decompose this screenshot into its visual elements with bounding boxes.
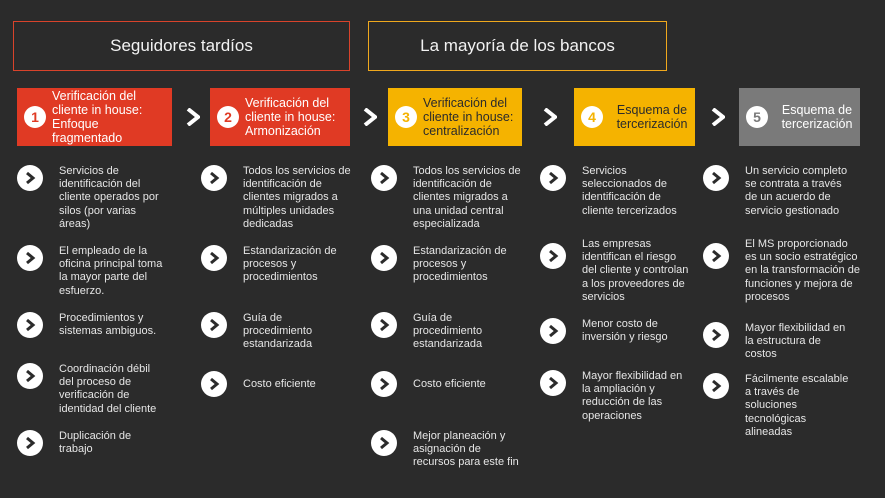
list-item [540, 318, 668, 344]
stage-label: Verificación del cliente in house: Enfoque fragmentado [52, 89, 143, 145]
list-item-text: Guía de procedimiento estandarizada [243, 312, 313, 351]
chevron-circle-icon [540, 165, 566, 191]
list-item [540, 238, 688, 304]
stage-2 [210, 88, 350, 146]
chevron-right-icon [185, 107, 201, 127]
chevron-circle-icon [371, 312, 397, 338]
stage-5 [739, 88, 860, 146]
list-item-text: Servicios seleccionados de identificación de cliente tercerizados [582, 165, 677, 217]
list-item [201, 165, 351, 231]
list-item-text: Un servicio completo se contrata a través de un acuerdo de servicio gestionado [745, 165, 848, 217]
group-header-most-banks [368, 21, 667, 71]
list-item-text: El MS proporcionado es un socio estratégico en la transformación de funciones y mejora de procesos [745, 238, 860, 303]
list-item-text: El empleado de la oficina principal toma la mayor parte del esfuerzo. [59, 245, 163, 297]
list-item [703, 238, 860, 304]
chevron-circle-icon [703, 322, 729, 348]
list-item [540, 370, 682, 423]
chevron-circle-icon [703, 243, 729, 269]
list-item [17, 430, 131, 456]
list-item [17, 245, 162, 298]
stage-1 [17, 88, 172, 146]
list-item-text: Guía de procedimiento estandarizada [413, 312, 483, 351]
stage-number: 3 [395, 106, 417, 128]
list-item [371, 165, 521, 231]
list-item [371, 312, 482, 352]
stage-number: 2 [217, 106, 239, 128]
list-item [17, 165, 159, 231]
chevron-circle-icon [371, 245, 397, 271]
list-item-text: Fácilmente escalable a través de soluciones tecnológicas alineadas [745, 373, 849, 438]
list-item-text: Mayor flexibilidad en la estructura de costos [745, 322, 846, 361]
list-item [371, 371, 486, 397]
stage-label: Esquema de tercerización [781, 103, 853, 131]
list-item [703, 373, 848, 439]
list-item [201, 371, 316, 397]
list-item-text: Todos los servicios de identificación de clientes migrados a una unidad central especializada [413, 165, 521, 230]
stage-label: Esquema de tercerización [616, 103, 688, 131]
stage-4 [574, 88, 695, 146]
list-item-text: Coordinación débil del proceso de verificación de identidad del cliente [59, 363, 157, 415]
chevron-circle-icon [371, 430, 397, 456]
group-header-late-followers [13, 21, 350, 71]
chevron-circle-icon [201, 371, 227, 397]
chevron-circle-icon [201, 165, 227, 191]
list-item-text: Costo eficiente [243, 378, 316, 390]
chevron-circle-icon [540, 318, 566, 344]
list-item-text: Mejor planeación y asignación de recursos para este fin [413, 430, 519, 469]
group-label: La mayoría de los bancos [420, 36, 615, 55]
list-item-text: Todos los servicios de identificación de clientes migrados a múltiples unidades dedicadas [243, 165, 351, 230]
list-item [540, 165, 677, 218]
list-item-text: Duplicación de trabajo [59, 430, 132, 456]
chevron-circle-icon [703, 373, 729, 399]
list-item-text: Estandarización de procesos y procedimientos [413, 245, 507, 284]
list-item [371, 245, 507, 285]
chevron-circle-icon [17, 245, 43, 271]
chevron-circle-icon [703, 165, 729, 191]
chevron-circle-icon [371, 165, 397, 191]
chevron-circle-icon [17, 430, 43, 456]
chevron-circle-icon [17, 312, 43, 338]
chevron-circle-icon [540, 370, 566, 396]
stage-label: Verificación del cliente in house: Armonización [245, 96, 336, 138]
list-item-text: Menor costo de inversión y riesgo [582, 318, 668, 344]
stage-number: 4 [581, 106, 603, 128]
list-item [201, 245, 337, 285]
stage-number: 1 [24, 106, 46, 128]
list-item [17, 363, 156, 416]
list-item [201, 312, 312, 352]
stage-label: Verificación del cliente in house: centralización [423, 96, 514, 138]
chevron-circle-icon [17, 363, 43, 389]
stage-3 [388, 88, 522, 146]
chevron-circle-icon [540, 243, 566, 269]
list-item-text: Procedimientos y sistemas ambiguos. [59, 312, 157, 338]
chevron-circle-icon [201, 245, 227, 271]
list-item-text: Las empresas identifican el riesgo del cliente y controlan a los proveedores de servicios [582, 238, 689, 303]
group-label: Seguidores tardíos [110, 36, 253, 55]
list-item [17, 312, 156, 338]
list-item [703, 165, 847, 218]
stage-number: 5 [746, 106, 768, 128]
chevron-right-icon [710, 107, 726, 127]
list-item-text: Costo eficiente [413, 378, 486, 390]
chevron-circle-icon [17, 165, 43, 191]
chevron-right-icon [542, 107, 558, 127]
chevron-circle-icon [201, 312, 227, 338]
chevron-right-icon [362, 107, 378, 127]
list-item-text: Servicios de identificación del cliente operados por silos (por varias áreas) [59, 165, 159, 230]
list-item-text: Estandarización de procesos y procedimientos [243, 245, 337, 284]
list-item-text: Mayor flexibilidad en la ampliación y reducción de las operaciones [582, 370, 683, 422]
list-item [371, 430, 519, 470]
list-item [703, 322, 845, 362]
chevron-circle-icon [371, 371, 397, 397]
